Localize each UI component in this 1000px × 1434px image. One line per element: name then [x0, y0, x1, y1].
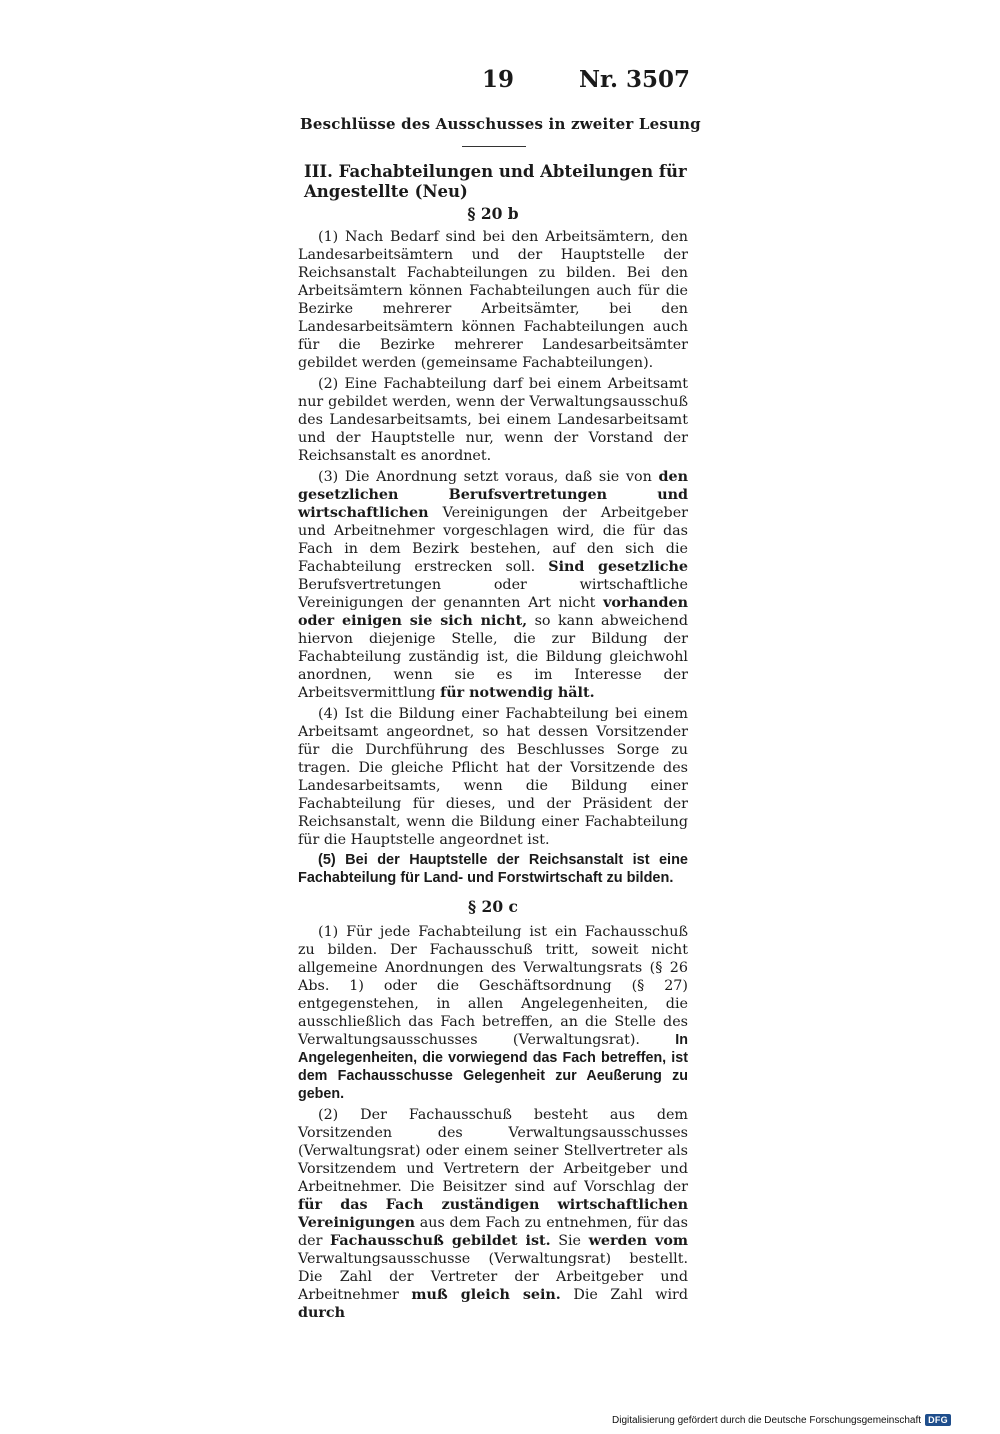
paragraph-20b-4: (4) Ist die Bildung einer Fachabteilung bei einem Arbeitsamt angeordnet, so hat dessen Vorsitzender für die Durchführung des Beschlusses Sorge zu tragen. Die gleiche Pflicht hat der Vorsitzende des Landesarbeitsamts, wenn die Bildung einer Fachabteilung für dieses, und der Präsident der Reichsanstalt, wenn die Bildung einer Fachabteilung für die Hauptstelle angeordnet ist. [298, 706, 688, 848]
paragraph-20b-2: (2) Eine Fachabteilung darf bei einem Arbeitsamt nur gebildet werden, wenn der Verwaltungsausschuß des Landesarbeitsamts, bei einem Landesarbeitsamt und der Hauptstelle nur, wenn der Vorstand der Reichsanstalt es anordnet. [298, 376, 688, 464]
paragraph-20c-2 [298, 1106, 688, 1322]
text-span: (2) Der Fachausschuß besteht aus dem Vorsitzenden des Verwaltungsausschusses (Verwaltungsrat) oder einem seiner Stellvertreter als Vorsitzendem und Vertretern der Arbeitgeber und Arbeitnehmer. Die Beisitzer sind auf Vorschlag der [298, 1107, 688, 1195]
text-span: Berufsvertretungen oder wirtschaftliche Vereinigungen der genannten Art nicht [298, 577, 688, 611]
bold-span: Fachausschuß gebildet ist. [330, 1233, 551, 1249]
bold-span: den gesetzlichen Berufsvertretungen und wirtschaftlichen [298, 469, 689, 521]
text-span: Die Zahl wird [573, 1287, 689, 1303]
credit-text: Digitalisierung gefördert durch die Deutsche Forschungsgemeinschaft [612, 1414, 922, 1426]
bold-span: werden vom [588, 1233, 688, 1249]
page-number: 19 [482, 66, 515, 93]
text-span: (1) Für jede Fachabteilung ist ein Fachausschuß zu bilden. Der Fachausschuß tritt, soweit nicht allgemeine Anordnungen des Verwaltungsrats (§ 26 Abs. 1) oder die Geschäftsordnung (§ 27) entgegenstehen, in allen Angelegenheiten, die ausschließlich das Fach betreffen, an die Stelle des Verwaltungsausschusses (Verwaltungsrat). [298, 924, 688, 1048]
section-sign-20c: § 20 c [468, 897, 518, 916]
text-span: aus dem Fach zu entnehmen, für das der [298, 1215, 689, 1249]
paragraph-20c-1 [298, 923, 688, 1103]
document-number: Nr. 3507 [578, 66, 690, 93]
text-span: (3) Die Anordnung setzt voraus, daß sie von [318, 469, 652, 485]
separator-rule [462, 146, 526, 147]
paragraph-20b-5: (5) Bei der Hauptstelle der Reichsanstalt ist eine Fachabteilung für Land- und Forstwirtschaft zu bilden. [298, 852, 688, 886]
bold-span: durch [298, 1305, 346, 1321]
section-sign-20b: § 20 b [467, 204, 519, 223]
section-heading: III. Fachabteilungen und Abteilungen für Angestellte (Neu) [304, 162, 687, 201]
dfg-logo-icon: DFG [925, 1414, 951, 1426]
bold-span: für das Fach zuständigen wirtschaftlichen Vereinigungen [298, 1197, 688, 1231]
bold-span: muß gleich sein. [411, 1287, 561, 1303]
text-span: so kann abweichend hiervon diejenige Stelle, die zur Bildung der Fachabteilung zuständig ist, die Bildung gleichwohl anordnen, wenn sie es im Interesse der Arbeitsvermittlung [298, 613, 688, 701]
document-subtitle: Beschlüsse des Ausschusses in zweiter Lesung [300, 115, 701, 133]
text-span: Vereinigungen der Arbeitgeber und Arbeitnehmer vorgeschlagen wird, die für das Fach in dem Bezirk bestehen, auf den sich die Fachabteilung erstrecken soll. [298, 505, 689, 575]
digitization-credit [612, 1413, 951, 1427]
page-header [300, 66, 690, 98]
text-span: Verwaltungsausschusse (Verwaltungsrat) bestellt. Die Zahl der Vertreter der Arbeitgeber und Arbeitnehmer [298, 1251, 688, 1303]
bold-span: Sind gesetzliche [548, 559, 688, 575]
text-column [298, 162, 688, 1325]
bold-span: In Angelegenheiten, die vorwiegend das Fach betreffen, ist dem Fachausschusse Gelegenheit zur Aeußerung zu geben. [298, 1032, 688, 1102]
paragraph-20b-1: (1) Nach Bedarf sind bei den Arbeitsämtern, den Landesarbeitsämtern und der Hauptstelle der Reichsanstalt Fachabteilungen zu bilden. Bei den Arbeitsämtern können Fachabteilungen auch für die Bezirke mehrerer Arbeitsämter, bei den Landesarbeitsämtern können Fachabteilungen auch für die Bezirke mehrerer Landesarbeitsämter gebildet werden (gemeinsame Fachabteilungen). [298, 229, 688, 371]
bold-span: vorhanden oder einigen sie sich nicht, [298, 595, 689, 629]
bold-span: für notwendig hält. [440, 685, 595, 701]
paragraph-20b-3 [298, 468, 688, 702]
text-span: Sie [558, 1233, 582, 1249]
